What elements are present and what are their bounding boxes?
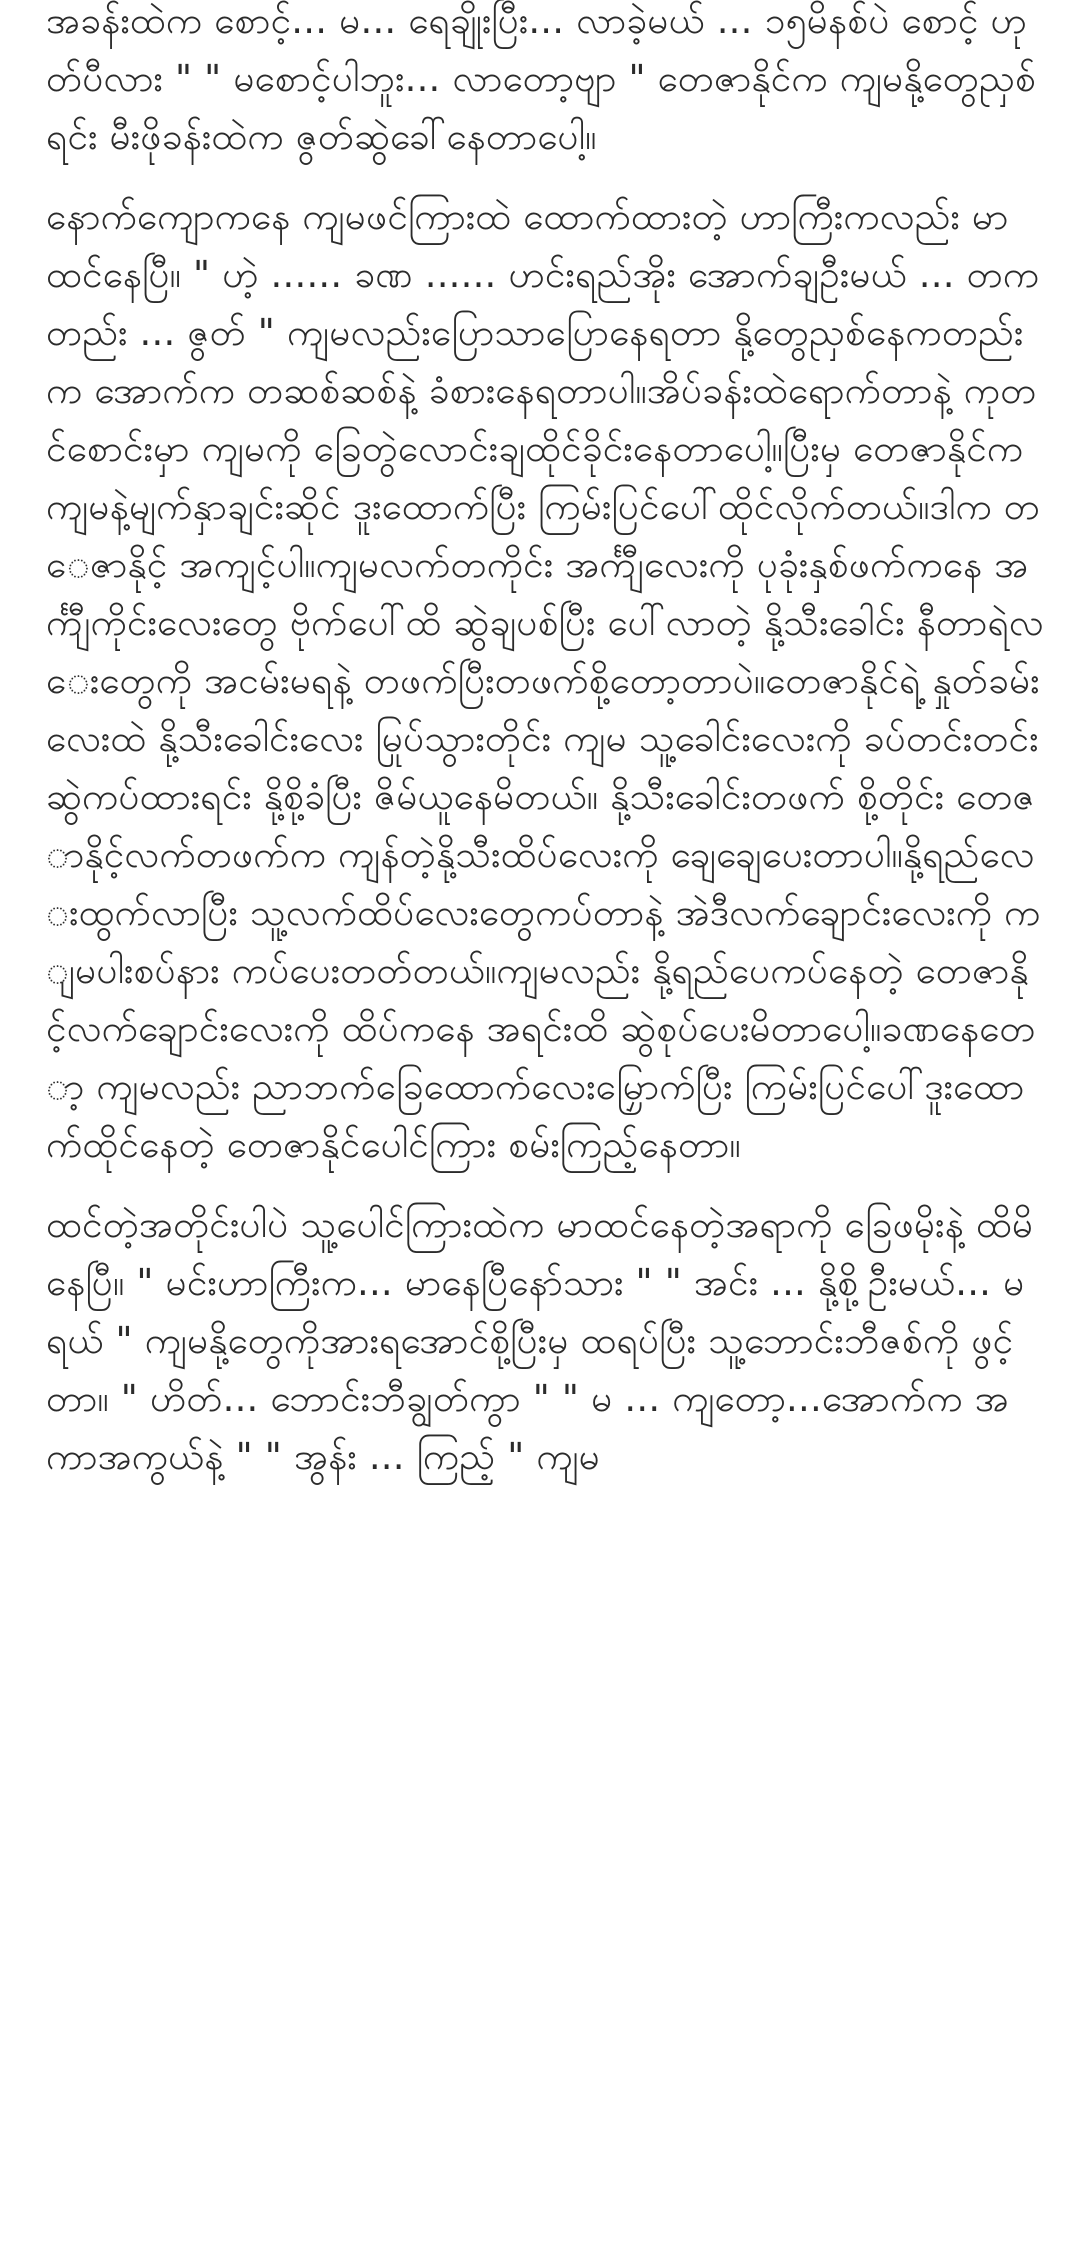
story-paragraph-3: ထင်တဲ့အတိုင်းပါပဲ သူ့ပေါင်ကြားထဲက မာထင်နေတဲ့အရာကို ခြေဖမိုးနဲ့ ထိမိနေပြီ။ " မင်းဟာကြီးက... မာနေပြီနော်သား " " အင်း ... နို့စို့ဦးမယ်... မ ရယ် " ကျမနို့တွေကိုအားရအောင်စို့ပြီးမှ ထရပ်ပြီး သူ့ဘောင်းဘီဇစ်ကို ဖွင့်တာ။ " ဟိတ်... ဘောင်းဘီချွတ်ကွာ " " မ ... ကျတော့...အောက်က အကာအကွယ်နဲ့ " " အွန်း ... ကြည့် " ကျမ: [46, 1203, 1034, 1478]
story-paragraph-2: နောက်ကျောကနေ ကျမဖင်ကြားထဲ ထောက်ထားတဲ့ ဟာကြီးကလည်း မာထင်နေပြီ။ " ဟဲ့ ...... ခဏ ...... ဟင်းရည်အိုး အောက်ချဦးမယ် ... တကတည်း ... ဇွတ် " ကျမလည်းပြောသာပြောနေရတာ နို့တွေညှစ်နေကတည်းက အောက်က တဆစ်ဆစ်နဲ့ ခံစားနေရတာပါ။အိပ်ခန်းထဲရောက်တာနဲ့ ကုတင်စောင်းမှာ ကျမကို ခြေတွဲလောင်းချထိုင်ခိုင်းနေတာပေါ့။ပြီးမှ တေဇာနိုင်က ကျမနဲ့မျက်နှာချင်းဆိုင် ဒူးထောက်ပြီး ကြမ်းပြင်ပေါ်ထိုင်လိုက်တယ်။ဒါက တေဇာနိုင့် အကျင့်ပါ။ကျမလက်တကိုင်း အင်္ကျီလေးကို ပုခုံးနှစ်ဖက်ကနေ အင်္ကျီကိုင်းလေးတွေ ဗိုက်ပေါ်ထိ ဆွဲချပစ်ပြီး ပေါ်လာတဲ့ နို့သီးခေါင်း နီတာရဲလေးတွေကို အငမ်းမရနဲ့ တဖက်ပြီးတဖက်စို့တော့တာပဲ။တေဇာနိုင်ရဲ့ နှုတ်ခမ်းလေးထဲ နို့သီးခေါင်းလေး မြုပ်သွားတိုင်း ကျမ သူ့ခေါင်းလေးကို ခပ်တင်းတင်း ဆွဲကပ်ထားရင်း နို့စို့ခံပြီး ဇိမ်ယူနေမိတယ်။ နို့သီးခေါင်းတဖက် စို့တိုင်း တေဇာနိုင့်လက်တဖက်က ကျန်တဲ့နို့သီးထိပ်လေးကို ချေချေပေးတာပါ။နို့ရည်လေးထွက်လာပြီး သူ့လက်ထိပ်လေးတွေကပ်တာနဲ့ အဲဒီလက်ချောင်းလေးကို ကျမပါးစပ်နား ကပ်ပေးတတ်တယ်။ကျမလည်း နို့ရည်ပေကပ်နေတဲ့ တေဇာနိုင့်လက်ချောင်းလေးကို ထိပ်ကနေ အရင်းထိ ဆွဲစုပ်ပေးမိတာပေါ့။ခဏနေတော့ ကျမလည်း ညာဘက်ခြေထောက်လေးမြှောက်ပြီး ကြမ်းပြင်ပေါ်ဒူးထောက်ထိုင်နေတဲ့ တေဇာနိုင်ပေါင်ကြား စမ်းကြည့်နေတာ။: [46, 195, 1044, 1166]
story-paragraph-1: အခန်းထဲက စောင့်... မ... ရေချိုးပြီး... လာခဲ့မယ် ... ၁၅မိနစ်ပဲ စောင့် ဟုတ်ပီလား " " မစောင့်ပါဘူး... လာတော့ဗျာ " တေဇာနိုင်က ကျမနို့တွေညှစ်ရင်း မီးဖိုခန်းထဲက ဇွတ်ဆွဲခေါ်နေတာပေါ့။: [46, 0, 1036, 158]
